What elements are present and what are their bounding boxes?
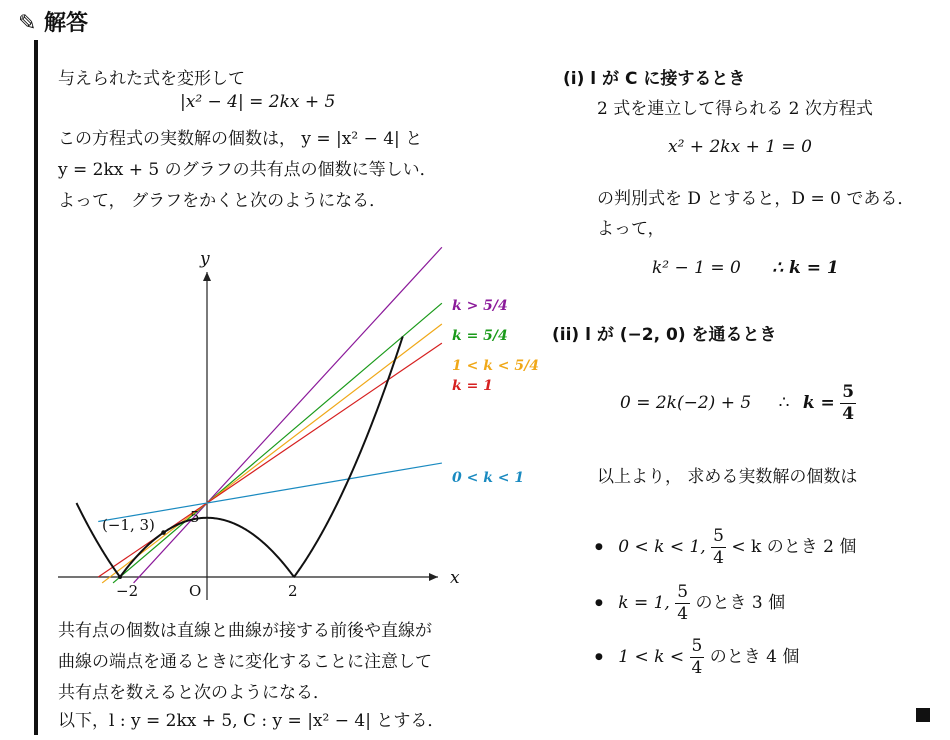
fraction-numerator: 5 <box>677 582 689 602</box>
case-i-answer: ∴ k = 1 <box>772 258 839 278</box>
line-series-1 <box>134 247 442 583</box>
case-i-title: l が C に接するとき <box>590 69 746 89</box>
tick-label-5: 5 <box>190 508 200 526</box>
result-item-1 <box>595 528 856 567</box>
left-rule <box>34 40 38 735</box>
text-line-7: 共有点を数えると次のようになる． <box>58 683 330 703</box>
curve-abs-parabola <box>77 337 403 577</box>
pencil-icon: ✎ <box>18 11 37 36</box>
text-intro: 与えられた式を変形して <box>58 69 245 89</box>
case-ii-k: k = <box>802 393 835 413</box>
result-3-fraction <box>690 638 705 677</box>
result-3-condition: 1 < k < <box>618 647 685 667</box>
y-axis-arrow <box>203 272 211 281</box>
origin-label: O <box>189 582 202 600</box>
tick-label-neg2: −2 <box>116 582 139 600</box>
case-i-text-3: よって， <box>597 219 665 239</box>
text-line-6: 曲線の端点を通るときに変化することに注意して <box>58 652 432 672</box>
result-1-fraction <box>711 528 726 567</box>
x-axis-arrow <box>429 573 438 581</box>
text-line-8: 以下，l : y = 2kx + 5, C : y = |x² − 4| とする． <box>58 711 445 731</box>
fraction-denominator: 4 <box>691 658 703 678</box>
text-line-3: y = 2kx + 5 のグラフの共有点の個数に等しい． <box>58 160 437 180</box>
case-i-equation: x² + 2kx + 1 = 0 <box>668 137 812 157</box>
case-ii-fraction <box>840 384 856 423</box>
marked-point-1 <box>161 530 166 535</box>
result-1-condition: 0 < k < 1, <box>618 537 706 557</box>
result-2-count: のとき 3 個 <box>695 593 786 613</box>
fraction-numerator: 5 <box>691 636 703 656</box>
result-3-count: のとき 4 個 <box>709 647 800 667</box>
result-item-2 <box>595 584 785 623</box>
result-item-3 <box>595 638 799 677</box>
legend-entry-1: k > 5/4 <box>452 298 508 314</box>
case-i-result <box>652 258 839 278</box>
conclusion-text: 以上より， 求める実数解の個数は <box>597 467 858 487</box>
graph <box>40 240 540 610</box>
y-axis-label: y <box>200 249 210 269</box>
fraction-numerator: 5 <box>713 526 724 546</box>
point-label: (−1, 3) <box>102 516 155 534</box>
text-line-4: よって， グラフをかくと次のようになる． <box>58 191 387 211</box>
text-line-2: この方程式の実数解の個数は， y = |x² − 4| と <box>58 129 423 149</box>
legend-entry-2: k = 5/4 <box>452 328 508 344</box>
section-title: 解答 <box>44 11 89 36</box>
case-i-label: (i) <box>563 69 585 89</box>
case-i-text-2: の判別式を D とすると，D = 0 である． <box>597 189 915 209</box>
fraction-numerator: 5 <box>842 382 855 402</box>
line-series-3 <box>102 324 442 583</box>
case-ii-heading <box>552 320 777 345</box>
tick-label-2: 2 <box>288 582 298 600</box>
equation-main: |x² − 4| = 2kx + 5 <box>180 92 336 112</box>
case-i-text-1: 2 式を連立して得られる 2 次方程式 <box>597 99 873 119</box>
result-2-fraction <box>675 584 690 623</box>
fraction-denominator: 4 <box>713 548 724 568</box>
line-series-5 <box>98 463 442 521</box>
fraction-denominator: 4 <box>677 604 689 624</box>
result-1-count: < k のとき 2 個 <box>731 537 857 557</box>
case-ii-title: l が (−2, 0) を通るとき <box>585 325 777 345</box>
fraction-denominator: 4 <box>842 404 855 424</box>
legend-entry-4: k = 1 <box>452 378 493 394</box>
text-line-5: 共有点の個数は直線と曲線が接する前後や直線が <box>58 621 432 641</box>
section-header <box>18 6 88 37</box>
result-2-condition: k = 1, <box>618 593 670 613</box>
case-ii-label: (ii) <box>552 325 580 345</box>
case-i-heading <box>563 64 745 89</box>
legend-entry-3: 1 < k < 5/4 <box>452 358 539 374</box>
legend-entry-5: 0 < k < 1 <box>452 470 525 486</box>
line-series-4 <box>98 343 442 577</box>
line-series-2 <box>113 303 442 583</box>
therefore-symbol: ∴ <box>778 393 790 413</box>
x-axis-label: x <box>450 568 460 588</box>
case-ii-result <box>620 384 856 423</box>
case-i-equation-2: k² − 1 = 0 <box>652 258 741 278</box>
end-of-proof-mark <box>916 708 930 722</box>
case-ii-equation: 0 = 2k(−2) + 5 <box>620 393 752 413</box>
vertex-point <box>118 575 122 579</box>
